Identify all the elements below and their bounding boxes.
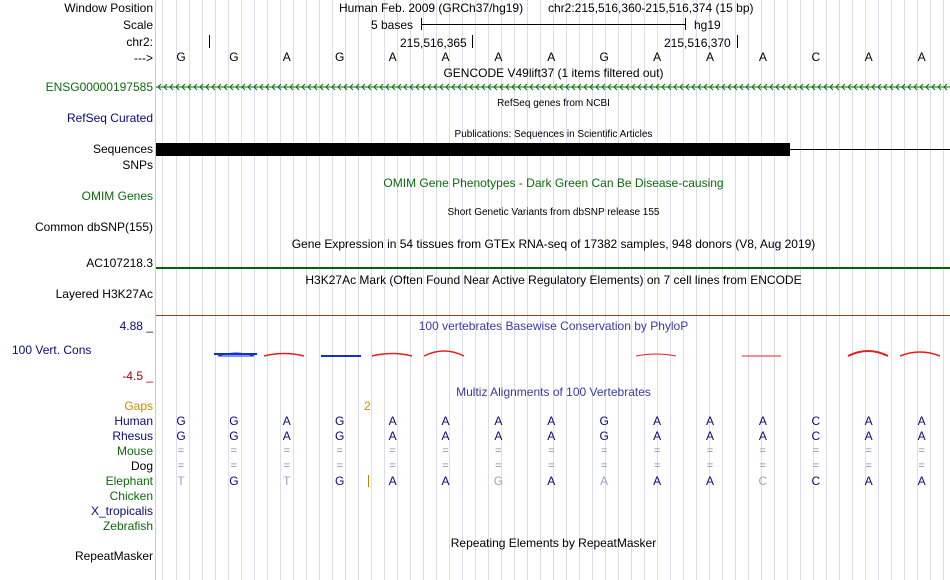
base-letter: A (388, 414, 397, 428)
base-letter: A (388, 429, 397, 443)
base-letter: A (758, 429, 767, 443)
label-species-mouse: Mouse (116, 444, 153, 458)
base-letter: A (653, 429, 662, 443)
h3k27ac-track-title: H3K27Ac Mark (Often Found Near Active Regulatory Elements) on 7 cell lines from ENCODE (305, 273, 802, 287)
base-letter: A (547, 414, 556, 428)
label-cons-max: 4.88 _ (119, 319, 153, 333)
repeatmasker-track-title: Repeating Elements by RepeatMasker (450, 536, 657, 550)
elephant-insertion-marker (368, 475, 369, 487)
base-letter: A (547, 474, 556, 488)
base-letter: A (705, 414, 714, 428)
label-strand: ---> (134, 51, 153, 65)
base-letter: = (653, 460, 661, 472)
label-species-rhesus: Rhesus (112, 429, 153, 443)
base-letter: G (176, 414, 186, 428)
label-repeatmasker[interactable]: RepeatMasker (74, 549, 153, 563)
base-letter: A (758, 50, 767, 64)
ruler-coord-2: 215,516,370 (664, 36, 731, 50)
base-letter: A (441, 474, 450, 488)
multiz-track-title: Multiz Alignments of 100 Vertebrates (456, 385, 651, 399)
label-scale: Scale (122, 18, 153, 32)
base-letter: A (705, 474, 714, 488)
alignment-row-rhesus (156, 429, 950, 443)
window-position-text: chr2:215,516,360-215,516,374 (15 bp) (548, 1, 754, 15)
base-letter: A (600, 474, 609, 488)
base-letter: = (653, 445, 661, 457)
base-letter: = (283, 445, 291, 457)
base-letter: A (388, 50, 397, 64)
base-letter: G (335, 429, 345, 443)
base-letter: = (283, 460, 291, 472)
label-gencode-gene[interactable]: ENSG00000197585 (45, 80, 153, 94)
base-letter: C (811, 414, 821, 428)
label-layered-h3k27ac[interactable]: Layered H3K27Ac (55, 287, 153, 301)
publications-track-title: Publications: Sequences in Scientific Articles (454, 129, 653, 140)
base-letter: A (282, 50, 291, 64)
label-refseq-curated[interactable]: RefSeq Curated (66, 111, 153, 125)
label-species-zebrafish: Zebrafish (102, 519, 153, 533)
base-letter: = (389, 460, 396, 472)
base-letter: A (864, 474, 873, 488)
dbsnp-track-title: Short Genetic Variants from dbSNP release 155 (447, 207, 660, 218)
base-letter: A (705, 50, 714, 64)
base-letter: G (229, 50, 239, 64)
base-letter: G (599, 414, 609, 428)
label-100-vert-cons[interactable]: 100 Vert. Cons (12, 343, 92, 357)
base-letter: = (230, 460, 238, 472)
gencode-gene-feature[interactable] (156, 82, 950, 92)
base-letter: = (230, 445, 238, 457)
base-letter: A (441, 50, 450, 64)
base-letter: G (493, 474, 504, 488)
base-letter: A (758, 414, 767, 428)
base-letter: A (653, 50, 662, 64)
base-letter: = (706, 445, 714, 457)
scale-bar-right-tick (685, 18, 686, 30)
base-letter: A (388, 474, 397, 488)
scale-bar-line (421, 24, 685, 25)
base-letter: G (229, 429, 239, 443)
base-letter: = (600, 460, 608, 472)
gap-count: 2 (364, 399, 371, 413)
gtex-track-title: Gene Expression in 54 tissues from GTEx RNA-seq of 17382 samples, 948 donors (V8, Aug 2019) (291, 237, 816, 251)
base-letter: = (918, 460, 925, 472)
base-letter: G (335, 50, 345, 64)
base-letter: = (495, 460, 502, 472)
base-letter: G (599, 429, 609, 443)
label-omim-genes[interactable]: OMIM Genes (81, 189, 153, 203)
base-letter: A (547, 50, 556, 64)
base-letter: G (176, 50, 186, 64)
base-letter: = (548, 460, 555, 472)
base-letter: = (600, 445, 608, 457)
h3k27ac-baseline (156, 315, 950, 316)
base-letter: = (389, 445, 396, 457)
alignment-row-human (156, 414, 950, 428)
scale-bar-label: 5 bases (371, 18, 414, 32)
alignment-row-mouse (156, 444, 950, 458)
base-letter: C (811, 50, 821, 64)
base-letter: A (917, 474, 926, 488)
ruler-coord-1: 215,516,365 (400, 36, 467, 50)
ruler-tick (472, 35, 473, 48)
base-letter: A (705, 429, 714, 443)
base-letter: T (177, 474, 185, 488)
label-ac-gene[interactable]: AC107218.3 (86, 256, 153, 270)
label-sequences[interactable]: Sequences (92, 142, 153, 156)
base-letter: A (653, 474, 662, 488)
base-letter: G (599, 50, 609, 64)
sequences-feature-line[interactable] (790, 149, 950, 150)
base-letter: = (706, 460, 714, 472)
base-letter: = (442, 460, 449, 472)
base-letter: C (811, 429, 821, 443)
base-letter: A (494, 429, 503, 443)
base-letter: C (758, 474, 768, 488)
base-letter: A (494, 414, 503, 428)
base-letter: A (441, 429, 450, 443)
alignment-row-dog (156, 459, 950, 473)
base-letter: A (494, 50, 503, 64)
label-species-chicken: Chicken (109, 489, 153, 503)
base-letter: = (759, 445, 767, 457)
base-letter: = (548, 445, 555, 457)
track-data-panel[interactable] (155, 0, 950, 580)
base-letter: A (653, 414, 662, 428)
label-species-dog: Dog (130, 459, 153, 473)
track-label-panel (0, 0, 155, 580)
base-letter: G (335, 414, 345, 428)
base-letter: = (759, 460, 767, 472)
refseq-track-title: RefSeq genes from NCBI (497, 98, 610, 109)
base-letter: A (917, 429, 926, 443)
base-letter: = (812, 445, 820, 457)
gencode-track-title: GENCODE V49lift37 (1 items filtered out) (443, 66, 664, 80)
base-letter: = (865, 460, 872, 472)
base-letter: = (336, 460, 343, 472)
omim-track-title: OMIM Gene Phenotypes - Dark Green Can Be Disease-causing (383, 176, 724, 190)
reference-bases-row (156, 50, 950, 64)
label-window-position: Window Position (64, 1, 153, 15)
base-letter: T (283, 474, 291, 488)
gtex-gene-line[interactable] (156, 267, 950, 269)
base-letter: = (177, 460, 185, 472)
base-letter: A (864, 50, 873, 64)
ruler-tick (209, 35, 210, 48)
ruler-tick (737, 35, 738, 48)
base-letter: G (229, 414, 239, 428)
base-letter: A (282, 414, 291, 428)
base-letter: A (864, 429, 873, 443)
base-letter: = (918, 445, 925, 457)
assembly-name: Human Feb. 2009 (GRCh37/hg19) (339, 1, 524, 15)
label-cons-min: -4.5 _ (122, 369, 153, 383)
scale-bar-db: hg19 (694, 18, 721, 32)
base-letter: A (917, 414, 926, 428)
base-letter: A (917, 50, 926, 64)
base-letter: G (335, 474, 345, 488)
base-letter: G (229, 474, 239, 488)
scale-bar-left-tick (421, 18, 422, 30)
alignment-row-elephant (156, 474, 950, 488)
base-letter: = (442, 445, 449, 457)
phylop-track-title: 100 vertebrates Basewise Conservation by PhyloP (418, 319, 689, 333)
sequences-feature-block[interactable] (156, 143, 790, 156)
label-common-dbsnp[interactable]: Common dbSNP(155) (34, 220, 153, 234)
label-species-elephant: Elephant (105, 474, 153, 488)
base-letter: = (812, 460, 820, 472)
label-species-human: Human (114, 414, 153, 428)
base-letter: = (865, 445, 872, 457)
base-letter: = (495, 445, 502, 457)
base-letter: = (336, 445, 343, 457)
base-letter: C (811, 474, 821, 488)
label-species-xtropicalis: X_tropicalis (90, 504, 153, 518)
label-chromosome: chr2: (126, 35, 153, 49)
base-letter: G (176, 429, 186, 443)
phylop-conservation-plot[interactable] (156, 340, 950, 370)
base-letter: A (547, 429, 556, 443)
base-letter: = (177, 445, 185, 457)
base-letter: A (864, 414, 873, 428)
base-letter: A (282, 429, 291, 443)
label-snps[interactable]: SNPs (122, 158, 153, 172)
label-gaps[interactable]: Gaps (124, 399, 153, 413)
base-letter: A (441, 414, 450, 428)
